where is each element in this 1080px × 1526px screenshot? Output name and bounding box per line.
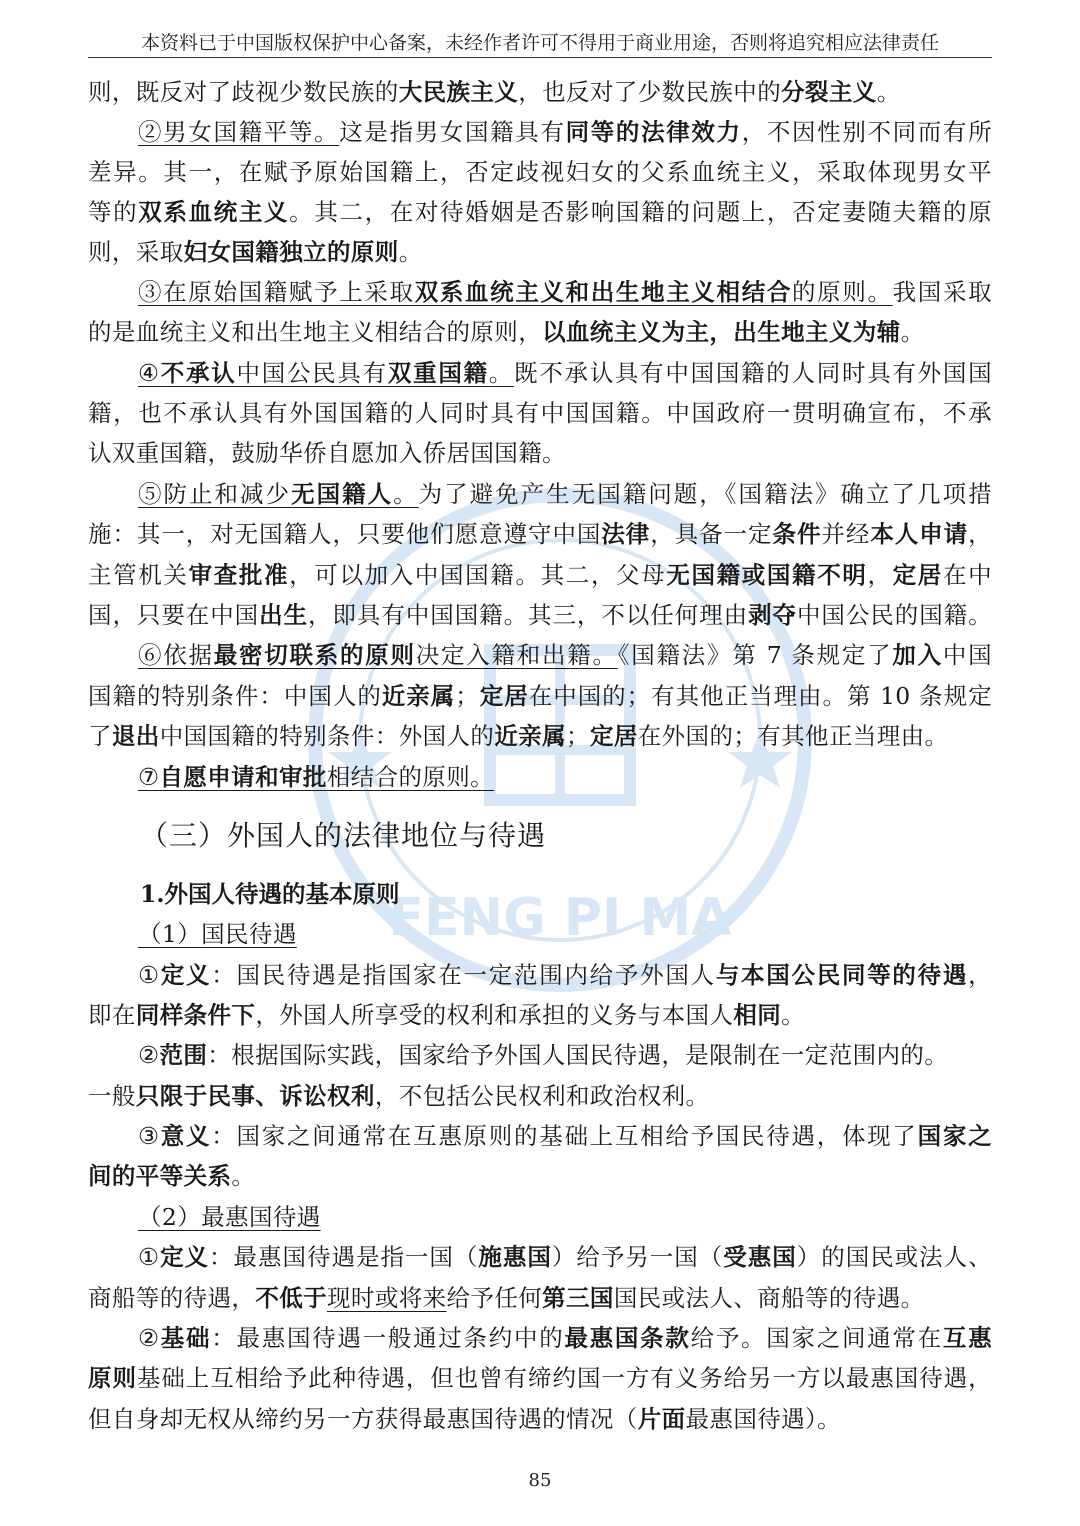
text-run: 主管机关 [88, 561, 189, 589]
bold-term: 近亲属 [494, 722, 567, 750]
page-number: 85 [528, 1470, 552, 1491]
text-run: 。 [231, 1162, 256, 1190]
bold-term: 原则 [88, 1364, 137, 1392]
text-run: ； [566, 722, 590, 750]
underlined-text: 决定入籍和出籍。 [415, 641, 618, 669]
text-run: 但自身却无权从缔约另一方获得最惠国待遇的情况（ [88, 1405, 638, 1433]
text-run: ① [138, 961, 161, 989]
text-run: ）给予另一国（ [551, 1243, 724, 1271]
underlined-text: 中国公民具有 [236, 359, 388, 387]
text-run: 基础上互相给予此种待遇，但也曾有缔约国一方有义务给另一方以最惠国待遇， [136, 1364, 992, 1392]
paragraph-line [88, 192, 992, 232]
text-run: ，具备一定 [650, 520, 773, 548]
text-run: ，即具有中国国籍。其三，不以任何理由 [308, 601, 749, 629]
text-run: ，也反对了少数民族中的 [518, 78, 782, 106]
section-title: （三）外国人的法律地位与待遇 [140, 819, 547, 852]
text-run: 一般 [88, 1082, 136, 1110]
text-run: 籍，也不承认具有外国国籍的人同时具有中国国籍。中国政府一贯明确宣布，不承 [88, 399, 992, 427]
treatment-line [88, 1278, 992, 1318]
bold-term: 双重国籍 [387, 359, 489, 387]
bold-term: 妇女国籍独立的原则 [183, 238, 399, 266]
bold-term: 片面 [637, 1405, 686, 1433]
text-run: ； [455, 682, 480, 710]
text-run: 在中 [942, 561, 992, 589]
underlined-text: ③在原始国籍赋予上采取 [138, 278, 415, 306]
text-run: ：最惠国待遇是指一国（ [209, 1243, 479, 1271]
text-run: 国，只要在中国 [88, 601, 260, 629]
bold-term: 本人申请 [870, 520, 969, 548]
treatment-line [88, 995, 992, 1035]
paragraph-line [88, 152, 992, 192]
underlined-text: 现时或将来 [327, 1284, 447, 1312]
text-run: 则，既反对了歧视少数民族的 [88, 78, 399, 106]
bold-term: 与本国公民同等的待遇 [715, 961, 969, 989]
bold-term: 互惠 [942, 1324, 993, 1352]
bold-term: 受惠国 [723, 1243, 797, 1271]
bold-term: 不承认 [160, 359, 237, 387]
bold-term: 近亲属 [381, 682, 456, 710]
bold-term: 法律 [601, 520, 651, 548]
bold-term: 定义 [160, 961, 212, 989]
text-run: 。 [398, 238, 423, 266]
text-run: ② [138, 1041, 160, 1069]
paragraph-line [88, 514, 992, 554]
paragraph-line [88, 433, 992, 473]
text-run: ：国民待遇是指国家在一定范围内给予外国人 [211, 961, 716, 989]
treatment-line [88, 955, 992, 995]
bold-term: 意义 [160, 1122, 212, 1150]
text-run: 给予任何 [446, 1284, 543, 1312]
treatment-line [88, 1358, 992, 1398]
bold-term: 最惠国条款 [564, 1324, 691, 1352]
text-run: 施：其一，对无国籍人，只要他们愿意遵守中国 [88, 520, 602, 548]
bold-term: 自愿申请和审批 [159, 763, 327, 791]
bold-term: 最密切联系的原则 [213, 641, 416, 669]
underlined-text: ②男女国籍平等。 [138, 118, 340, 146]
text-run: 这是指男女国籍具有 [339, 118, 566, 146]
bold-term: 同等的法律效力 [565, 118, 742, 146]
bold-term: 以血统主义为主，出生地主义为辅 [542, 318, 901, 346]
bold-term: 国家之 [917, 1122, 992, 1150]
underlined-text: 。 [393, 480, 419, 508]
page-header: 本资料已于中国版权保护中心备案，未经作者许可不得用于商业用途，否则将追究相应法律责任 [140, 32, 939, 54]
text-run: 最惠国待遇）。 [685, 1405, 842, 1433]
bold-term: 双系血统主义 [138, 198, 290, 226]
text-run: 。 [876, 78, 901, 106]
text-run: 中国国籍的特别条件：外国人的 [159, 722, 495, 750]
underlined-text: ⑦ [138, 763, 160, 791]
bold-term: 条件 [772, 520, 822, 548]
paragraph-line [88, 716, 992, 756]
underlined-text: 。 [488, 359, 515, 387]
treatment-line [88, 1116, 992, 1156]
treatment-line [88, 1237, 992, 1277]
underlined-text: ⑤防止和减少 [138, 480, 292, 508]
text-run: ① [138, 1243, 161, 1271]
paragraph-line [88, 112, 992, 152]
paragraph-line [88, 474, 992, 514]
bold-term: 审查批准 [188, 561, 290, 589]
underlined-text: （1）国民待遇 [138, 920, 297, 948]
underlined-text: ⑥依据 [138, 641, 214, 669]
underlined-text: （2）最惠国待遇 [138, 1203, 321, 1231]
bold-term: 间的平等关系 [88, 1162, 232, 1190]
text-run: ② [138, 1324, 161, 1352]
underlined-text: 相结合的原则。 [326, 763, 495, 791]
text-run: ， [968, 961, 993, 989]
text-run: 我国采取 [892, 278, 993, 306]
bold-term: 退出 [111, 722, 160, 750]
text-run: 给予。国家之间通常在 [690, 1324, 943, 1352]
text-run: 等的 [88, 198, 139, 226]
text-run: 并经 [821, 520, 871, 548]
text-run: 国民或法人、商船等的待遇。 [613, 1284, 925, 1312]
subsection-title: 1.外国人待遇的基本原则 [140, 880, 400, 908]
text-run: 认双重国籍，鼓励华侨自愿加入侨居国国籍。 [88, 439, 566, 467]
paragraph-line [88, 555, 992, 595]
bold-term: 定居 [589, 722, 638, 750]
bold-term: 施惠国 [478, 1243, 552, 1271]
underlined-text: ④ [138, 359, 161, 387]
text-run: ：根据国际实践，国家给予外国人国民待遇，是限制在一定范围内的。 [207, 1041, 949, 1069]
text-run: ，不因性别不同而有所 [741, 118, 992, 146]
bold-term: 定居 [892, 561, 943, 589]
paragraph-line [88, 72, 992, 112]
watermark-text: FENG PI MA [388, 888, 732, 948]
text-run: 在中国的；有其他正当理由。第 10 条规定 [528, 682, 992, 710]
treatment-line [88, 1035, 992, 1075]
treatment-line [88, 1156, 992, 1196]
text-run: 商船等的待遇， [88, 1284, 256, 1312]
paragraph-line [88, 635, 992, 675]
text-run: ，外国人所享受的权利和承担的义务与本国人 [255, 1001, 734, 1029]
paragraph-line [88, 595, 992, 635]
paragraph-line [88, 232, 992, 272]
paragraph-line [88, 393, 992, 433]
text-run: 差异。其一，在赋予原始国籍上，否定歧视妇女的父系血统主义，采取体现男女平 [88, 158, 992, 186]
bold-term: 剥夺 [748, 601, 797, 629]
text-run: ）的国民或法人、 [796, 1243, 993, 1271]
bold-term: 无国籍人 [291, 480, 394, 508]
bold-term: 大民族主义 [398, 78, 519, 106]
bold-term: 出生 [259, 601, 309, 629]
text-run: 则，采取 [88, 238, 184, 266]
paragraph-line [88, 353, 992, 393]
text-run: 的是血统主义和出生地主义相结合的原则， [88, 318, 543, 346]
bold-term: 定义 [160, 1243, 210, 1271]
bold-term: 只限于民事、诉讼权利 [135, 1082, 375, 1110]
paragraph-line [88, 272, 992, 312]
paragraph-line [88, 676, 992, 716]
text-run: ：最惠国待遇一般通过条约中的 [211, 1324, 565, 1352]
text-run: 既不承认具有中国国籍的人同时具有外国国 [514, 359, 993, 387]
text-run: 《国籍法》第 7 条规定了 [617, 641, 893, 669]
header-divider [88, 57, 992, 58]
text-run: 国籍的特别条件：中国人的 [88, 682, 382, 710]
text-run: 了 [88, 722, 112, 750]
text-run: ， [867, 561, 893, 589]
bold-term: 加入 [892, 641, 943, 669]
paragraph-line [88, 757, 992, 797]
text-run: 。 [900, 318, 925, 346]
text-run: 中国 [942, 641, 993, 669]
underlined-text: 的原则。 [792, 278, 893, 306]
text-run: 。其二，在对待婚姻是否影响国籍的问题上，否定妻随夫籍的原 [289, 198, 992, 226]
treatment-line [88, 1076, 992, 1116]
text-run: 在外国的；有其他正当理由。 [637, 722, 949, 750]
treatment-line [88, 1399, 992, 1439]
bold-term: 分裂主义 [781, 78, 877, 106]
text-run: 即在 [88, 1001, 136, 1029]
text-run: 。 [781, 1001, 806, 1029]
bold-term: 同样条件下 [135, 1001, 256, 1029]
text-run: ：国家之间通常在互惠原则的基础上互相给予国民待遇，体现了 [211, 1122, 918, 1150]
text-run: ， [968, 520, 993, 548]
text-run: ，可以加入中国国籍。其二，父母 [289, 561, 667, 589]
treatment-line [88, 1197, 992, 1237]
text-run: ③ [138, 1122, 161, 1150]
bold-term: 无国籍或国籍不明 [666, 561, 868, 589]
bold-term: 第三国 [542, 1284, 614, 1312]
paragraph-line [88, 312, 992, 352]
text-run: 为了避免产生无国籍问题，《国籍法》确立了几项措 [418, 480, 992, 508]
bold-term: 相同 [733, 1001, 782, 1029]
text-run: 中国公民的国籍。 [796, 601, 992, 629]
bold-term: 基础 [160, 1324, 212, 1352]
bold-term: 定居 [479, 682, 529, 710]
treatment-line [88, 914, 992, 954]
text-run: ，不包括公民权利和政治权利。 [374, 1082, 710, 1110]
bold-term: 范围 [159, 1041, 208, 1069]
bold-term: 双系血统主义和出生地主义相结合 [414, 278, 793, 306]
bold-term: 不低于 [255, 1284, 328, 1312]
treatment-line [88, 1318, 992, 1358]
